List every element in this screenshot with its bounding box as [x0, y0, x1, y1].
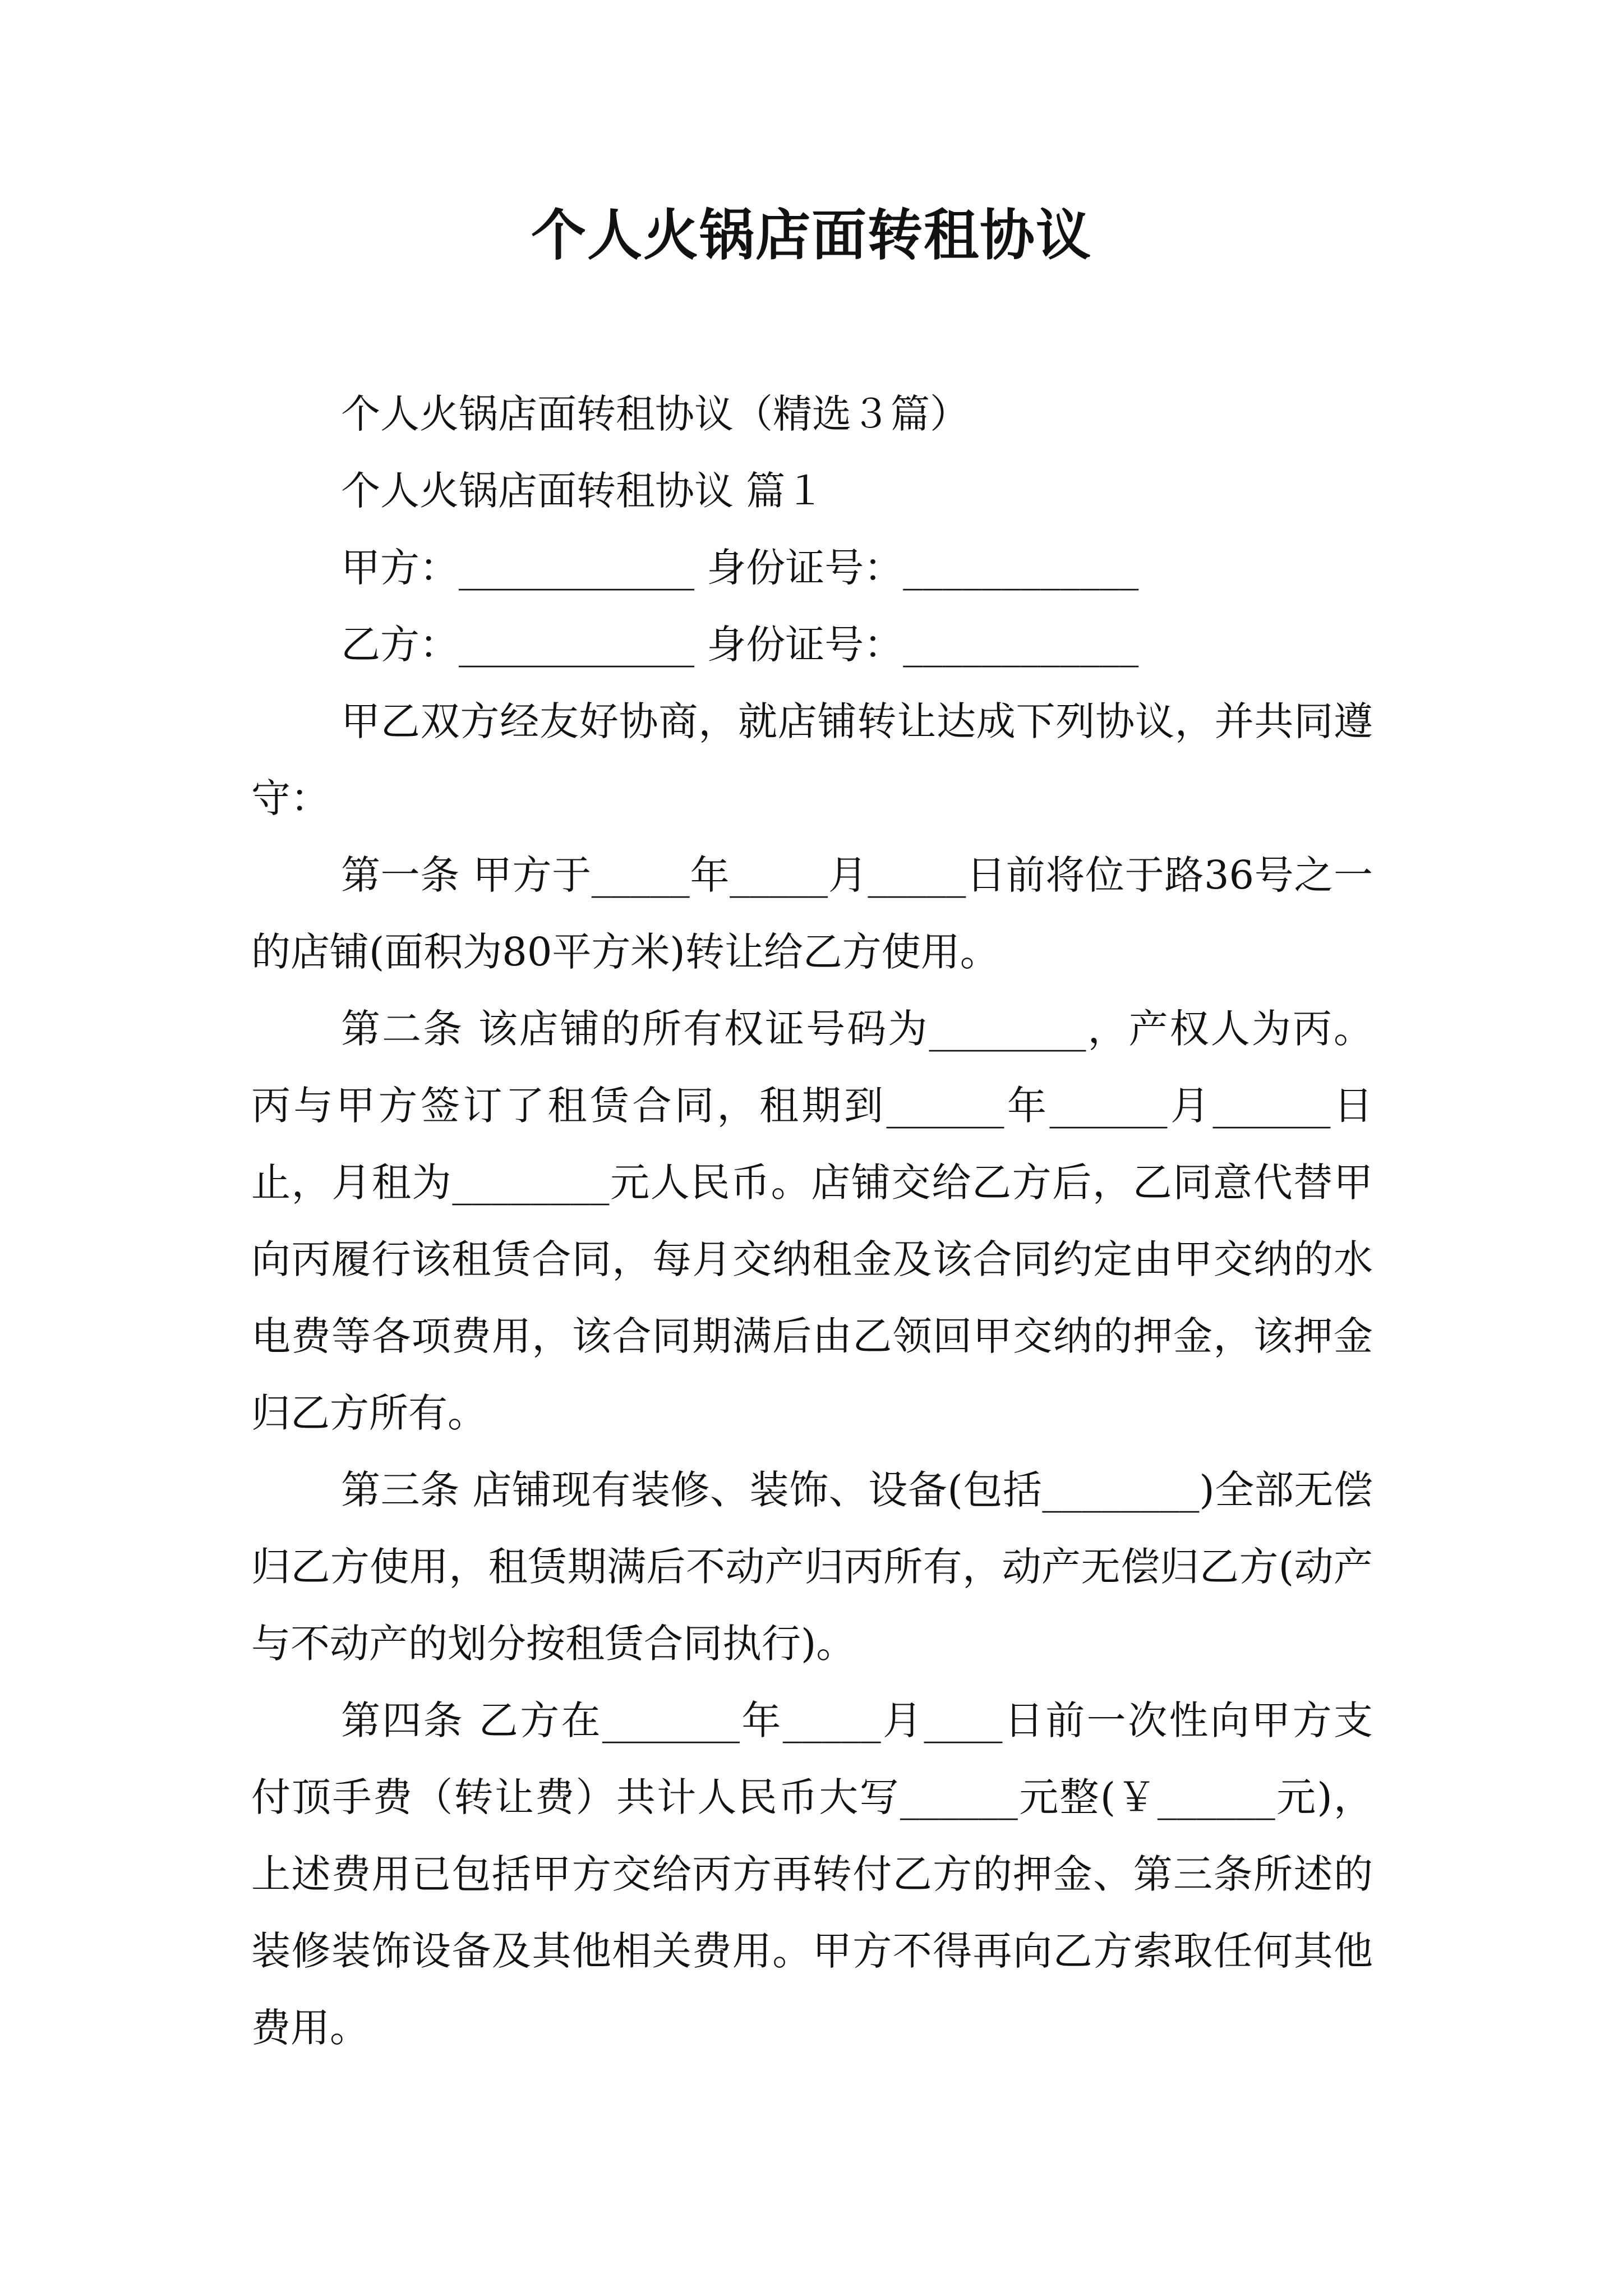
- document-body: [251, 376, 1373, 2067]
- paragraph-subtitle: 个人火锅店面转租协议（精选３篇）: [341, 391, 969, 437]
- document-title: 个人火锅店面转租协议: [531, 203, 1092, 268]
- paragraph-party-b: 乙方：____________ 身份证号：____________: [341, 622, 1139, 668]
- paragraph-section-heading: 个人火锅店面转租协议 篇１: [341, 468, 825, 514]
- paragraph-article-1: 第一条 甲方于_____年_____月_____日前将位于路36号之一的店铺(面积为80平方米)转让给乙方使用。: [251, 852, 1373, 975]
- paragraph-article-3: 第三条 店铺现有装修、装饰、设备(包括________)全部无偿归乙方使用，租赁期满后不动产归丙所有，动产无偿归乙方(动产与不动产的划分按租赁合同执行)。: [251, 1467, 1373, 1667]
- paragraph-intro: 甲乙双方经友好协商，就店铺转让达成下列协议，并共同遵守：: [251, 698, 1373, 821]
- paragraph-article-2: 第二条 该店铺的所有权证号码为________，产权人为丙。丙与甲方签订了租赁合同，租期到______年______月______日止，月租为________元人民币。店铺交给乙方后，乙同意代替甲向丙履行该租赁合同，每月交纳租金及该合同约定由甲交纳的水电费等各项费用，该合同期满后由乙领回甲交纳的押金，该押金归乙方所有。: [251, 1006, 1373, 1436]
- paragraph-party-a: 甲方：____________ 身份证号：____________: [341, 545, 1139, 591]
- paragraph-article-4: 第四条 乙方在_______年_____月____日前一次性向甲方支付顶手费（转让费）共计人民币大写______元整(￥______元)，上述费用已包括甲方交给丙方再转付乙方的押金、第三条所述的装修装饰设备及其他相关费用。甲方不得再向乙方索取任何其他费用。: [251, 1697, 1373, 2051]
